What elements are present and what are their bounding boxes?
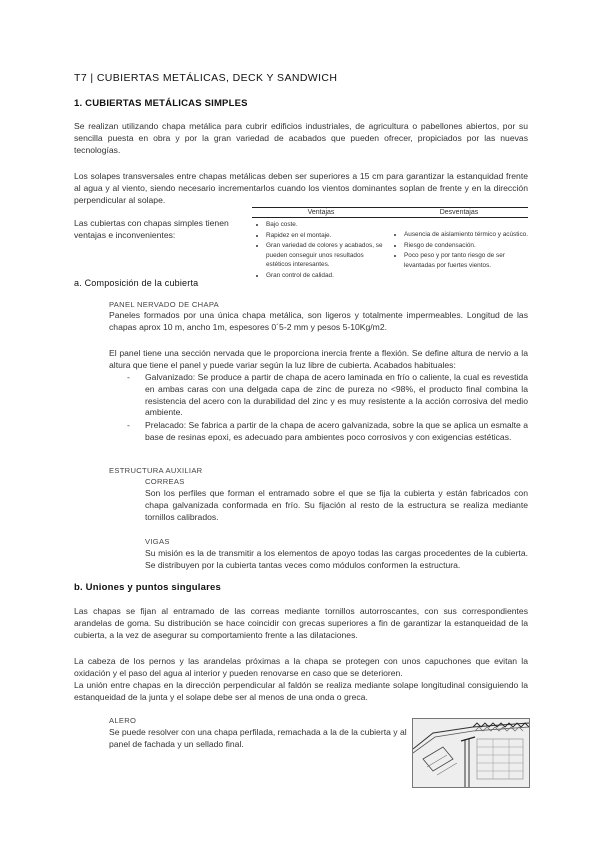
paragraph-solapes: Los solapes transversales entre chapas metálicas deben ser superiores a 15 cm para garantizar la estanquidad frente al agua y al viento, siendo necesario incrementarlos cuando los vientos dominantes soplan de frente y en la dirección perpendicular al solape.	[74, 171, 528, 205]
subsection-heading-a: a. Composición de la cubierta	[74, 278, 199, 288]
paragraph-ventajas-intro: Las cubiertas con chapas simples tienen ventajas e inconvenientes:	[74, 218, 229, 240]
paragraph-solape-longitudinal: La unión entre chapas en la dirección perpendicular al faldón se realiza mediante solape longitudinal consiguiendo la estanqueidad de la junta y el solape debe ser al menos de una onda o greca.	[74, 680, 528, 702]
paragraph-panel-seccion: El panel tiene una sección nervada que le proporciona inercia frente a flexión. Se define altura de nervio a la altura que tiene el panel y puede variar según la luz libre de cubierta. Acabados habituales:	[109, 348, 528, 370]
pros-item: • Rapidez en el montaje.	[266, 231, 390, 241]
section-heading-1: 1. CUBIERTAS METÁLICAS SIMPLES	[74, 98, 248, 109]
paragraph-vigas: Su misión es la de transmitir a los elementos de apoyo todas las cargas procedentes de la cubierta. Se distribuyen por la cubierta tantas veces como módulos conformen la estructura.	[145, 548, 528, 570]
paragraph-panel: Paneles formados por una única chapa metálica, son ligeros y totalmente impermeables. Longitud de las chapas aprox 10 m, ancho 1m, espesores 0´5-2 mm y pesos 5-10Kg/m2.	[109, 310, 528, 332]
alero-sketch-icon	[413, 719, 529, 787]
caption-correas: CORREAS	[145, 477, 185, 486]
bullet-dash: -	[127, 420, 130, 430]
subsection-heading-b: b. Uniones y puntos singulares	[74, 582, 221, 593]
caption-estructura-auxiliar: ESTRUCTURA AUXILIAR	[109, 466, 203, 475]
paragraph-uniones: Las chapas se fijan al entramado de las correas mediante tornillos autorroscantes, con sus correspondientes arandelas de goma. Su distribución se hace coincidir con grecas superiores a fin de garantizar la estanqueidad de la cubierta, a la vez de asegurar su comportamiento frente a las dilataciones.	[74, 606, 528, 640]
paragraph-alero: Se puede resolver con una chapa perfilada, remachada a la de la cubierta y al panel de fachada y un sellado final.	[109, 727, 407, 749]
pros-item: • Gran variedad de colores y acabados, se pueden conseguir unos resultados estéticos interesantes.	[266, 241, 390, 270]
bullet-prelacado	[127, 420, 528, 444]
caption-alero: ALERO	[109, 716, 137, 725]
pros-item: • Gran control de calidad.	[266, 271, 390, 281]
pros-header: Ventajas	[252, 208, 390, 218]
pros-item: • Bajo coste.	[266, 220, 390, 230]
caption-panel-nervado: PANEL NERVADO DE CHAPA	[109, 300, 219, 309]
caption-vigas: VIGAS	[145, 537, 170, 546]
cons-header: Desventajas	[390, 208, 528, 218]
cons-item: • Riesgo de condensación.	[404, 241, 528, 251]
bullet-galvanizado	[127, 372, 528, 419]
page-title: T7 | CUBIERTAS METÁLICAS, DECK Y SANDWICH	[74, 72, 338, 84]
bullet-prelacado-text: Prelacado: Se fabrica a partir de la chapa de acero galvanizada, sobre la que se aplica un esmalte a base de resinas epoxi, es adecuado para ambientes poco corrosivos y con exigencias estéticas.	[145, 420, 528, 442]
cons-item: • Poco peso y por tanto riesgo de ser levantadas por fuertes vientos.	[404, 251, 528, 270]
alero-detail-image	[412, 718, 530, 788]
paragraph-capuchones: La cabeza de los pernos y las arandelas próximas a la chapa se protegen con unos capuchones que evitan la oxidación y el paso del agua al interior y pueden renovarse en caso que se deterioren.	[74, 656, 528, 678]
cons-item: • Ausencia de aislamiento térmico y acústico.	[404, 230, 528, 240]
paragraph-intro: Se realizan utilizando chapa metálica para cubrir edificios industriales, de agricultura o pabellones abiertos, por su sencilla puesta en obra y por la gran variedad de acabados que pueden ofrecer, propiciados por las nuevas tecnologías.	[74, 121, 528, 155]
pros-cons-table	[252, 207, 528, 282]
bullet-dash: -	[127, 372, 130, 382]
paragraph-correas: Son los perfiles que forman el entramado sobre el que se fija la cubierta y están fabricados con chapa galvanizada conformada en frío. Su fijación al resto de la estructura se realiza mediante tornillos calibrados.	[145, 488, 528, 522]
bullet-galvanizado-text: Galvanizado: Se produce a partir de chapa de acero laminada en frío o caliente, la cual es revestida en ambas caras con una delgada capa de zinc de pureza no <98%, el producto final combina la resistencia del acero con la durabilidad del zinc y es muy resistente a la acción corrosiva del medio ambiente.	[145, 372, 528, 418]
